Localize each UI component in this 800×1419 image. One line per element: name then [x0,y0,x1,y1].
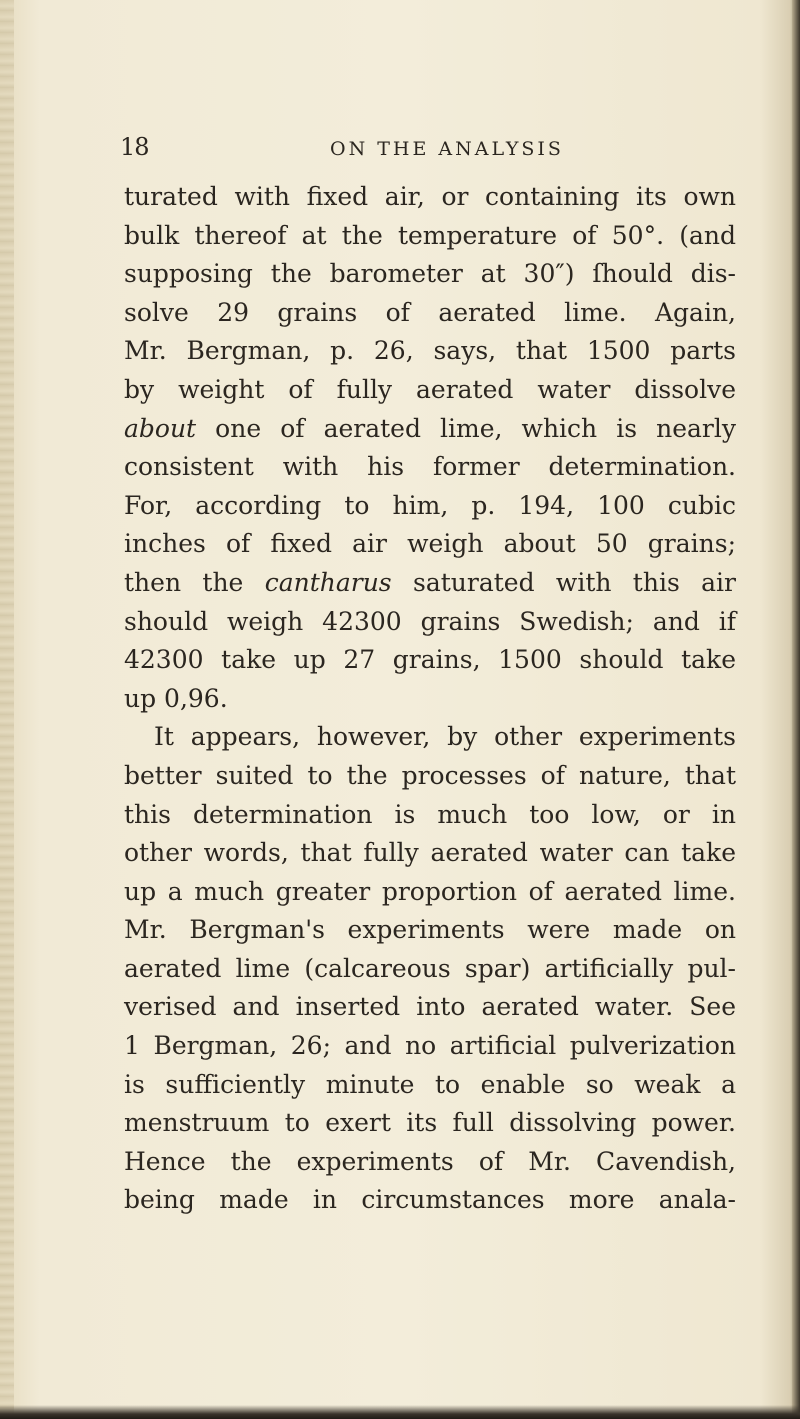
text-line: turated with fixed air, or containing its own [124,182,736,211]
paragraph-end-line: up 0,96. [124,683,228,713]
text-line: other words, that fully aerated water can take [124,838,736,868]
text-line: better suited to the processes of nature, that [124,760,736,790]
text-line: menstruum to exert its full dissolving power. [124,1108,736,1138]
text-line: Hence the experiments of Mr. Cavendish, [124,1146,736,1176]
text-line: should weigh 42300 grains Swedish; and if [124,606,736,636]
page-header [120,133,640,173]
italic-word: cantharus [264,567,392,597]
binding-gutter [0,0,14,1419]
text-line: 1 Bergman, 26; and no artificial pulverization [124,1031,736,1061]
text-line: aerated lime (calcareous spar) artificially pul- [124,953,736,983]
text-line: being made in circumstances more anala- [124,1185,736,1215]
paragraph-start-line: It appears, however, by other experiments [154,722,736,752]
text-line: bulk thereof at the temperature of 50°. (and [124,220,736,250]
text-line: up a much greater proportion of aerated lime. [124,876,736,906]
page-number: 18 [120,133,149,161]
italic-word: about [124,413,197,443]
text-line: 42300 take up 27 grains, 1500 should take [124,645,736,675]
text-line: this determination is much too low, or in [124,799,736,829]
text-line: consistent with his former determination. [124,452,736,482]
page-bottom-shadow [0,1405,800,1419]
text-line: then the cantharus saturated with this air [124,567,736,597]
text-line: by weight of fully aerated water dissolve [124,374,736,404]
page-edge [792,0,800,1419]
running-head: ON THE ANALYSIS [330,138,564,160]
text-line: Mr. Bergman, p. 26, says, that 1500 parts [124,336,736,366]
text-line: Mr. Bergman's experiments were made on [124,915,736,945]
text-line: solve 29 grains of aerated lime. Again, [124,297,736,327]
text-line: verised and inserted into aerated water. See [124,992,736,1022]
text-line: supposing the barometer at 30″) ſhould dis- [124,259,736,289]
text-line: about one of aerated lime, which is nearly [124,413,736,443]
body-text [124,178,736,1220]
text-line: is sufficiently minute to enable so weak a [124,1069,736,1099]
text-line: For, according to him, p. 194, 100 cubic [124,490,736,520]
text-line: inches of fixed air weigh about 50 grains; [124,529,736,559]
